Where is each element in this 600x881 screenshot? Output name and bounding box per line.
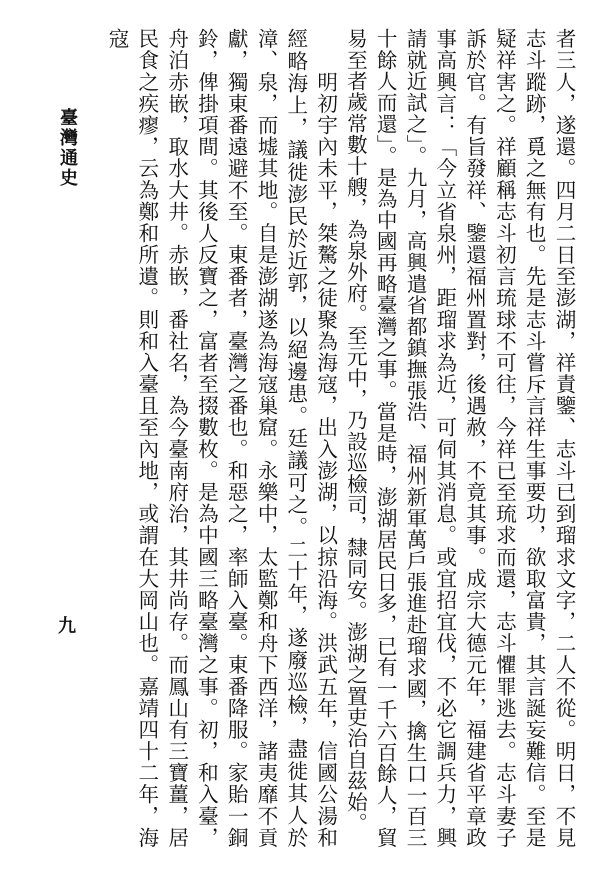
paragraph-1: 者三人，遂還。四月二日至澎湖，祥責鑒、志斗已到瑠求文字，二人不從。明日，不見志斗蹤跡，覓之無有也。先是志斗嘗斥言祥生事要功，欲取富貴，其言誕妄難信。至是疑祥害之。祥顧稱志斗初言琉球不可往，今祥已至琉求而還，志斗懼罪逃去。志斗妻子訴於官。有旨發祥、鑒還福州置對，後遇赦，不竟其事。成宗大德元年，福建省平章政事高興言：「今立省泉州，距瑠求為近，可伺其消息。或宜招宜伐，不必它調兵力，興請就近試之」。九月，高興遣省都鎮撫張浩、福州新軍萬戶張進赴瑠求國，擒生口一百三十餘人而還」。是為中國再略臺灣之事。當是時，澎湖居民日多，已有一千六百餘人，貿易至者歲常數十艘，為泉外府。至元中，乃設巡檢司，隸同安。澎湖之置吏治自茲始。 <box>343 28 576 848</box>
main-text-block <box>100 28 578 848</box>
running-head: 臺灣通史 <box>57 108 78 188</box>
paragraph-2: 明初宇內未平，桀驁之徒聚為海寇，出入澎湖，以掠沿海。洪武五年，信國公湯和經略海上，議徙澎民於近郭，以絕邊患。廷議可之。二十年，遂廢巡檢，盡徙其人於漳、泉，而墟其地。自是澎湖遂為海寇巢窟。永樂中，太監鄭和舟下西洋，諸夷靡不貢獻，獨東番遠避不至。東番者，臺灣之番也。和惡之，率師入臺。東番降服。家貽一銅鈴，俾掛項間。其後人反寶之，富者至掇數枚。是為中國三略臺灣之事。初，和入臺，舟泊赤嵌，取水大井。赤嵌，番社名，為今臺南府治，其井尚存。而鳳山有三寶薑，居民食之疾瘳，云為鄭和所遺。則和入臺且至內地，或謂在大岡山也。嘉靖四十二年，海寇 <box>105 28 338 848</box>
page-number: 九 <box>55 616 76 634</box>
